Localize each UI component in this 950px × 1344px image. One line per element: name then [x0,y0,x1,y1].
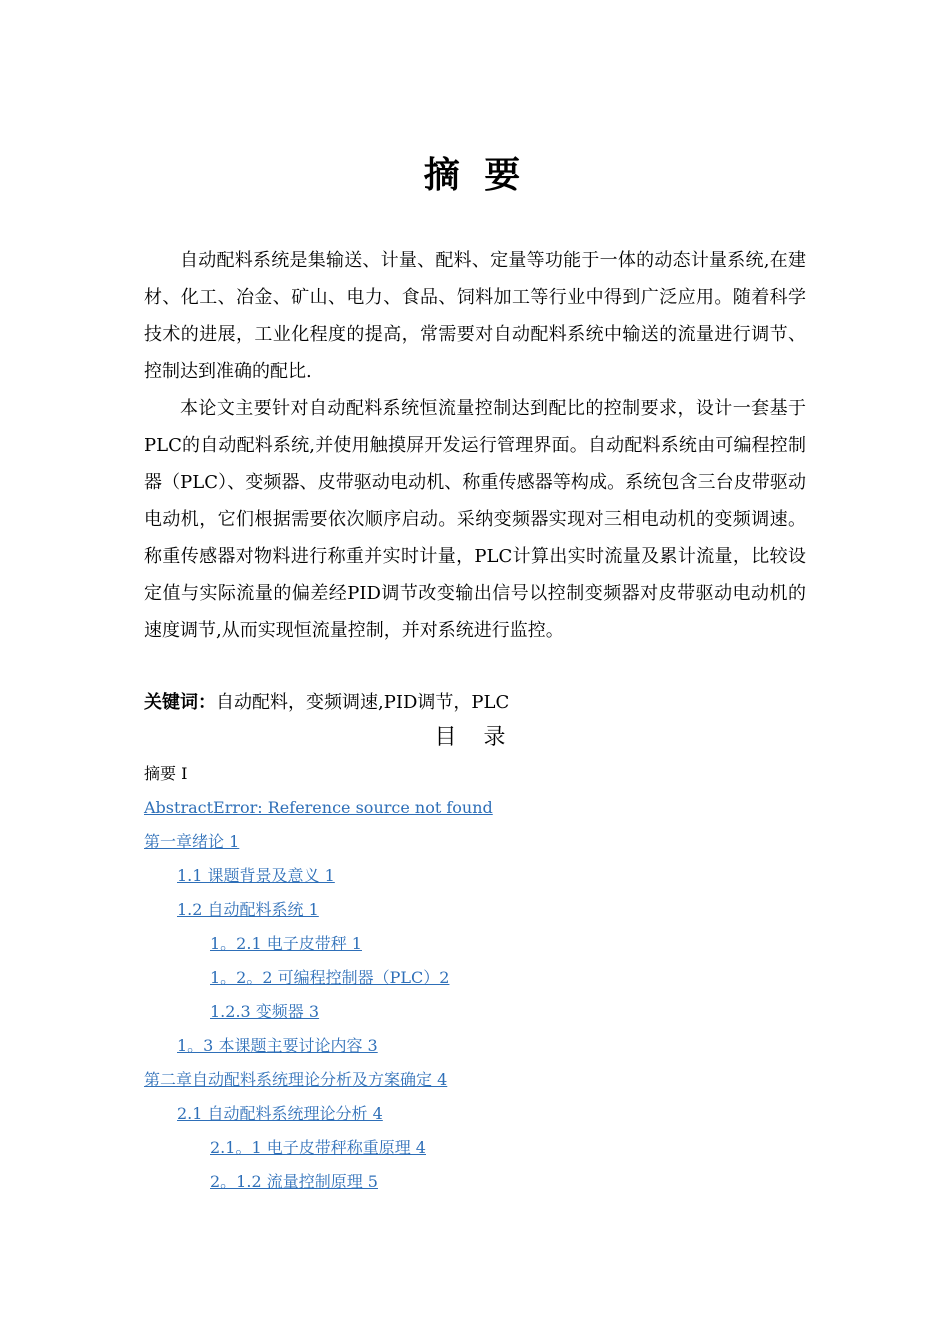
abstract-paragraph-1: 自动配料系统是集输送、计量、配料、定量等功能于一体的动态计量系统,在建材、化工、冶金、矿山、电力、食品、饲料加工等行业中得到广泛应用。随着科学技术的进展，工业化程度的提高，常需要对自动配料系统中输送的流量进行调节、控制达到准确的配比. [144,250,806,382]
toc-entry-abstract-cn: 摘要 I [144,764,188,783]
toc-link-1-2[interactable]: 1.2 自动配料系统 1 [177,900,319,919]
toc-link-1-2-2[interactable]: 1。2。2 可编程控制器（PLC）2 [210,968,450,987]
keywords-label: 关键词： [144,692,216,713]
toc-link-1-2-3[interactable]: 1.2.3 变频器 3 [210,1002,320,1021]
toc-link-1-2-1[interactable]: 1。2.1 电子皮带秤 1 [210,934,362,953]
toc-link-abstract-en[interactable]: AbstractError: Reference source not found [144,798,493,817]
abstract-body [144,242,806,649]
toc-title: 目 录 [434,725,516,750]
keywords-value: 自动配料，变频调速,PID调节，PLC [216,692,510,713]
toc-link-chapter-2[interactable]: 第二章自动配料系统理论分析及方案确定 4 [144,1070,448,1089]
toc-link-chapter-1[interactable]: 第一章绪论 1 [144,832,240,851]
toc-link-1-3[interactable]: 1。3 本课题主要讨论内容 3 [177,1036,378,1055]
table-of-contents [144,757,806,1199]
keywords-line [144,684,806,721]
abstract-title: 摘 要 [423,154,527,196]
toc-link-2-1-2[interactable]: 2。1.2 流量控制原理 5 [210,1172,378,1191]
abstract-paragraph-2: 本论文主要针对自动配料系统恒流量控制达到配比的控制要求，设计一套基于PLC的自动配料系统,并使用触摸屏开发运行管理界面。自动配料系统由可编程控制器（PLC）、变频器、皮带驱动电动机、称重传感器等构成。系统包含三台皮带驱动电动机，它们根据需要依次顺序启动。采纳变频器实现对三相电动机的变频调速。称重传感器对物料进行称重并实时计量，PLC计算出实时流量及累计流量，比较设定值与实际流量的偏差经PID调节改变输出信号以控制变频器对皮带驱动电动机的速度调节,从而实现恒流量控制，并对系统进行监控。 [144,398,806,641]
toc-link-1-1[interactable]: 1.1 课题背景及意义 1 [177,866,335,885]
toc-link-2-1-1[interactable]: 2.1。1 电子皮带秤称重原理 4 [210,1138,426,1157]
toc-link-2-1[interactable]: 2.1 自动配料系统理论分析 4 [177,1104,383,1123]
